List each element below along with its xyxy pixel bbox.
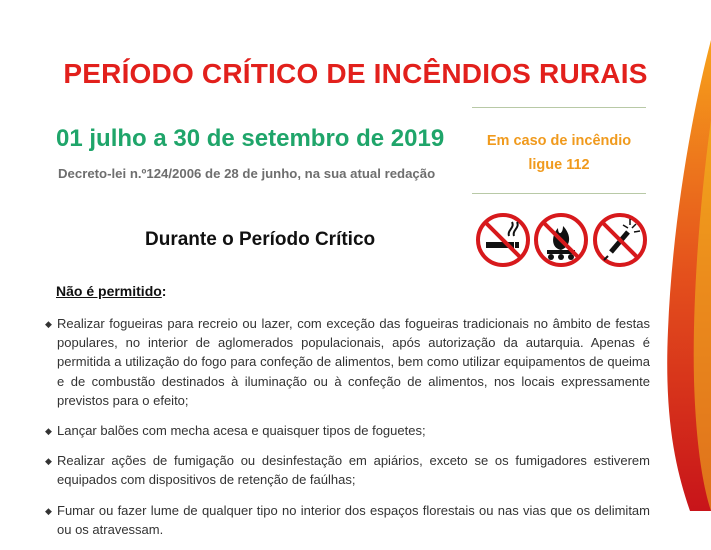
critical-period-dates: 01 julho a 30 de setembro de 2019 xyxy=(56,125,445,152)
page-title: PERÍODO CRÍTICO DE INCÊNDIOS RURAIS xyxy=(63,58,648,89)
list-item xyxy=(45,501,650,539)
no-smoking-icon xyxy=(478,215,528,265)
emergency-line-1: Em caso de incêndio xyxy=(486,133,632,149)
bullet-icon: ◆ xyxy=(45,319,52,329)
no-fireworks-icon xyxy=(595,215,645,265)
not-allowed-label: Não é permitido xyxy=(56,283,162,299)
no-fire-icon xyxy=(536,215,586,265)
divider-top xyxy=(472,107,646,108)
prohibition-signs xyxy=(475,212,650,270)
list-item xyxy=(45,421,650,440)
decree-reference: Decreto-lei n.º124/2006 de 28 de junho, na sua atual redação xyxy=(58,166,436,181)
list-item xyxy=(45,451,650,489)
rules-list xyxy=(45,314,650,550)
rule-text: Realizar ações de fumigação ou desinfestação em apiários, exceto se os fumigadores estiverem equipados com dispositivos de retenção de faúlhas; xyxy=(57,453,650,488)
bullet-icon: ◆ xyxy=(45,505,52,516)
list-item xyxy=(45,314,650,410)
not-allowed-heading xyxy=(56,283,166,299)
section-title: Durante o Período Crítico xyxy=(145,229,376,250)
emergency-line-2: ligue 112 xyxy=(528,157,590,173)
rule-text: Lançar balões com mecha acesa e quaisquer tipos de foguetes; xyxy=(57,423,426,439)
not-allowed-colon: : xyxy=(161,283,167,299)
bullet-icon: ◆ xyxy=(45,426,52,437)
rule-text: Realizar fogueiras para recreio ou lazer, com exceção das fogueiras tradicionais no âmbito de festas populares, no interior de aglomerados populacionais, após autorização da autarquia. Apenas é permitida a utilização do fogo para confeção de alimentos, bem como utilizar equipamentos de queima e de combustão destinados à iluminação ou à confeção de alimentos, nos locais expressamente previstos para o efeito; xyxy=(57,316,650,408)
rule-text: Fumar ou fazer lume de qualquer tipo no interior dos espaços florestais ou nas vias que os delimitam ou os atravessam. xyxy=(57,502,650,537)
bullet-icon: ◆ xyxy=(45,456,52,467)
divider-bottom xyxy=(472,193,646,194)
